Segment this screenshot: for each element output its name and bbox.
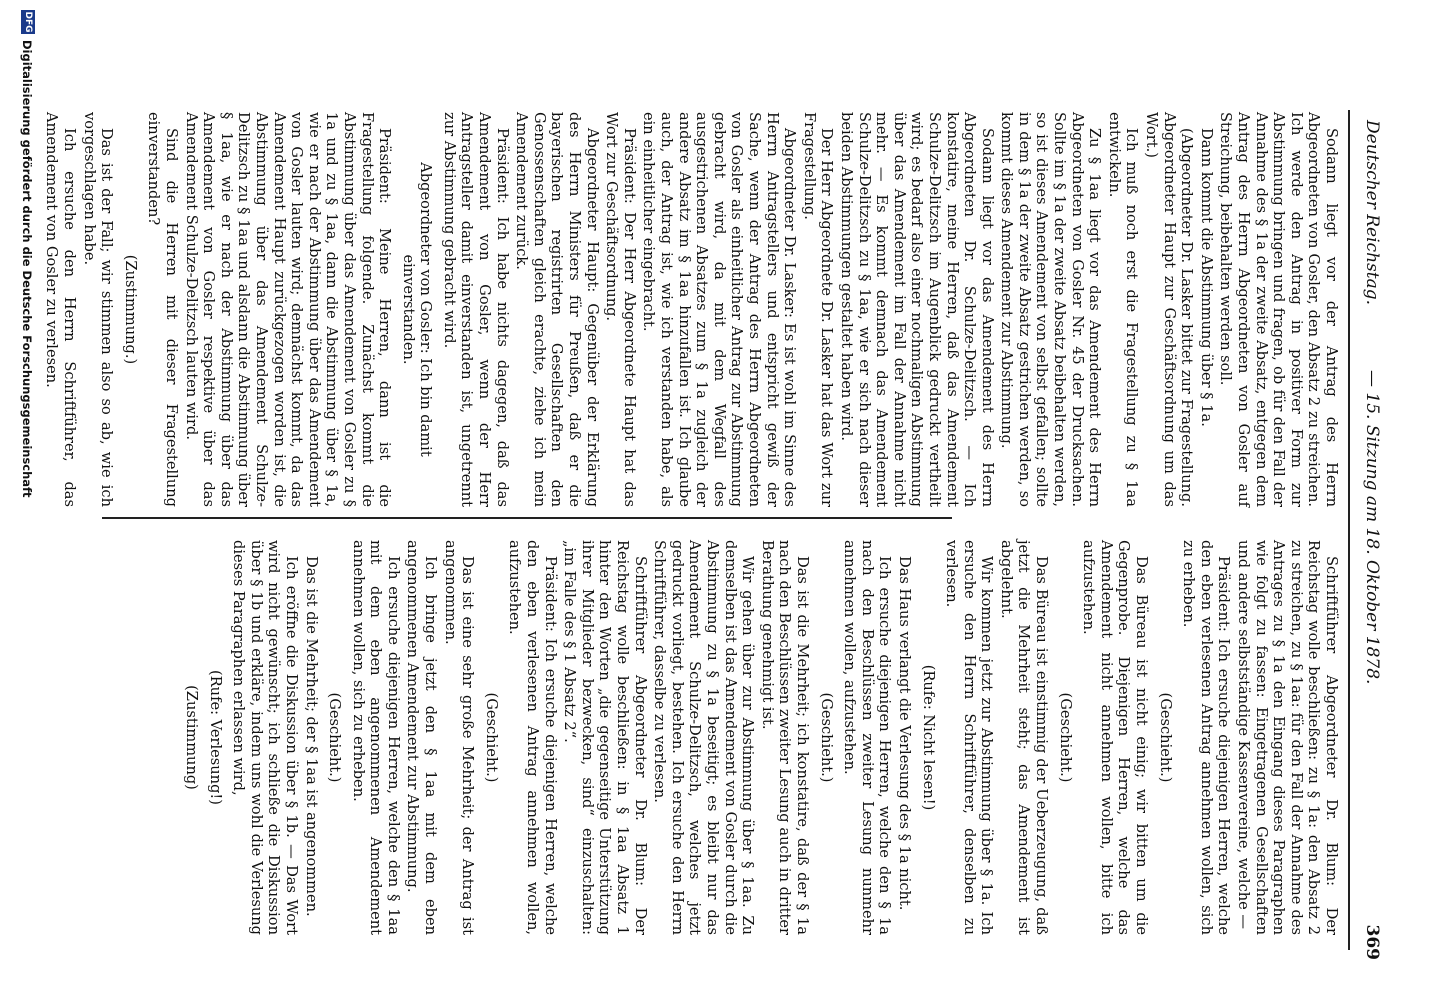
dfg-logo: DFG: [23, 11, 33, 33]
paragraph: Sodann liegt vor der Antrag des Herrn Abgeordneten von Gosler, den Absatz 2 zu streichen. Ich werde den Antrag in positiver Form zur Abstimmung bringen und fragen, ob für den Fall der Annahme des § 1a der zweite Absatz, entgegen dem Antrag des Herrn Abgeordneten von Gosler auf Streichung, beibehalten werden soll.: [1217, 112, 1340, 507]
paragraph: Ich ersuche den Herrn Schriftführer, das Amendement von Gosler zu verlesen.: [43, 112, 79, 507]
paragraph: Zu § 1aa liegt vor das Amendement des Herrn Abgeordneten von Gosler Nr. 45 der Drucksachen. Sollte im § 1a der zweite Absatz beibehalten werden, so ist dieses Amendement von selbst gefallen; sollte in dem § 1a der zweite Absatz gestrichen werden, so kommt dieses Amendement zur Abstimmung.: [998, 112, 1104, 507]
paragraph: Das ist der Fall; wir stimmen also so ab, wie ich vorgeschlagen habe.: [80, 112, 116, 507]
paragraph: Das ist die Mehrheit; der § 1aa ist angenommen.: [302, 556, 320, 917]
column-divider: [102, 517, 952, 519]
paragraph: Das Haus verlangt die Verlesung des § 1a nicht.: [895, 556, 913, 911]
digitization-credit: Digitalisierung gefördert durch die Deutsche Forschungsgemeinschaft: [20, 40, 34, 498]
page-number: 369: [1362, 924, 1382, 960]
paragraph: Präsident: Ich ersuche diejenigen Herren, welche den eben verlesenen Antrag annehmen wollen, aufzustehen.: [506, 540, 559, 935]
paragraph: Der Herr Abgeordnete Dr. Lasker hat das Wort zur Fragestellung.: [800, 112, 836, 507]
paragraph: Dann kommt die Abstimmung über § 1a.: [1197, 128, 1215, 427]
paragraph: Schriftführer Abgeordneter Dr. Blum: Der Reichstag wolle beschließen: zu § 1a: den Absatz 2 zu streichen, zu § 1aa: für den Fall der Annahme des Antrages zu § 1a den Eingang dieses Paragraphen wie folgt zu fassen: Eingetragenen Gesellschaften und andere selbstständige Kassenvereine, welche —: [1235, 540, 1340, 935]
centered-remark: (Zustimmung.): [121, 254, 139, 365]
centered-remark: (Zustimmung): [182, 685, 200, 790]
paragraph: Das Büreau ist nicht einig; wir bitten um die Gegenprobe. Diejenigen Herren, welche das Amendement nicht annehmen wollen, bitte ich aufzustehen.: [1080, 540, 1151, 935]
paragraph: Ich ersuche diejenigen Herren, welche den § 1a nach den Beschlüssen zweiter Lesung nunmehr annehmen wollen, aufzustehen.: [841, 540, 894, 935]
paragraph: Wir gehen über zur Abstimmung über § 1aa. Zu demselben ist das Amendement von Gosler durch die Abstimmung zu § 1a beseitigt; es bleibt nur das Amendement Schulze-Delitzsch, welches jetzt gedruckt vorliegt, bestehen. Ich ersuche den Herrn Schriftführer, dasselbe zu verlesen.: [651, 540, 757, 935]
paragraph: Ich muß noch erst die Fragestellung zu § 1aa entwickeln.: [1105, 112, 1141, 507]
centered-remark: (Geschieht.): [1156, 692, 1174, 783]
paragraph: Wir kommen jetzt zur Abstimmung über § 1a. Ich ersuche den Herrn Schriftführer, denselben zu verlesen.: [943, 540, 996, 935]
centered-remark: Abgeordneter von Gosler: Ich bin damit einverstanden.: [399, 162, 435, 457]
paragraph: (Abgeordneter Dr. Lasker bittet zur Fragestellung. Abgeordneter Haupt zur Geschäftsordnung um das Wort.): [1143, 112, 1196, 507]
paragraph: Präsident: Ich ersuche diejenigen Herren, welche den eben verlesenen Antrag annehmen wollen, sich zu erheben.: [1180, 540, 1233, 935]
centered-remark: (Geschieht.): [817, 692, 835, 783]
paragraph: Das ist die Mehrheit; ich konstatire, daß der § 1a nach den Beschlüssen zweiter Lesung auch in dritter Berathung genehmigt ist.: [758, 540, 811, 935]
centered-remark: (Geschieht.): [1056, 692, 1074, 783]
paragraph: Präsident: Der Herr Abgeordnete Haupt hat das Wort zur Geschäftsordnung.: [603, 112, 638, 507]
centered-remark: (Geschieht.): [326, 692, 344, 783]
paragraph: Sind die Herren mit dieser Fragestellung einverstanden?: [145, 112, 180, 507]
paragraph: Abgeordneter Haupt: Gegenüber der Erklärung des Herrn Ministers für Preußen, daß er die bayerischen registrirten Gesellschaften den Genossenschaften gleich erachte, ziehe ich mein Amendement zurück.: [513, 112, 601, 507]
header-title: Deutscher Reichstag.: [1362, 120, 1382, 305]
left-text-column: [41, 112, 1340, 507]
paragraph: Abgeordneter Dr. Lasker: Es ist wohl im Sinne des Herrn Antragstellers und entspricht gewiß der Sache, wenn der Antrag des Herrn Abgeordneten von Gosler als einheitlicher Antrag zur Abstimmung gebracht wird, da mit dem Wegfall des ausgestrichenen Absatzes zum § 1a zugleich der andere Absatz im § 1aa hinzufallen ist. Ich glaube auch, der Antrag ist, wie ich verstanden habe, als ein einheitlicher eingebracht.: [640, 112, 799, 507]
right-text-column: [176, 540, 1340, 935]
paragraph: Präsident: Meine Herren, dann ist die Fragestellung folgende. Zunächst kommt die Abstimmung über das Amendement von Gosler zu § 1a und zu § 1aa, dann die Abstimmung über § 1a, wie er nach der Abstimmung über das Amendement von Gosler lauten wird; demnächst kommt, da das Amendement Haupt zurückgezogen worden ist, die Abstimmung über das Amendement Schulze-Delitzsch zu § 1aa und alsdann die Abstimmung über § 1aa, wie er nach der Abstimmung über das Amendement von Gosler respektive über das Amendement Schulze-Delitzsch lauten wird.: [182, 112, 394, 507]
centered-remark: (Rufe: Verlesung!): [206, 670, 224, 805]
header-session: — 15. Sitzung am 18. Oktober 1878.: [1362, 370, 1382, 685]
paragraph: Ich ersuche diejenigen Herren, welche den § 1aa mit dem eben angenommenen Amendement annehmen wollen, sich zu erheben.: [349, 540, 402, 935]
paragraph: Sodann liegt vor das Amendement des Herrn Abgeordneten Dr. Schulze-Delitzsch. — Ich konstatire, meine Herren, daß das Amendement Schulze-Delitzsch im Augenblick gedruckt vertheilt wird; es bedarf also einer nochmaligen Abstimmung über das Amendement im Fall der Annahme nicht mehr. — Es kommt demnach das Amendement Schulze-Delitzsch zu § 1aa, wie er sich nach dieser beiden Abstimmungen gestaltet haben wird.: [837, 112, 996, 507]
paragraph: Das Büreau ist einstimmig der Ueberzeugung, daß jetzt die Mehrheit steht; das Amendement ist abgelehnt.: [997, 540, 1051, 935]
page-header: [1346, 120, 1382, 960]
paragraph: Präsident: Ich habe nichts dagegen, daß das Amendement von Gosler, wenn der Herr Antragsteller damit einverstanden ist, ungetrennt zur Abstimmung gebracht wird.: [440, 112, 511, 507]
paragraph: Ich bringe jetzt den § 1aa mit dem eben angenommenen Amendement zur Abstimmung.: [404, 540, 440, 935]
paragraph: Ich eröffne die Diskussion über § 1b. — Das Wort wird nicht gewünscht; ich schließe die Diskussion über § 1b und erkläre, indem uns wohl die Verlesung dieses Paragraphen erlassen wird,: [230, 540, 300, 935]
paragraph: Das ist eine sehr große Mehrheit; der Antrag ist angenommen.: [441, 540, 477, 935]
centered-remark: (Rufe: Nicht lesen!): [919, 664, 937, 811]
paragraph: Schriftführer Abgeordneter Dr. Blum: Der Reichstag wolle beschließen: in § 1aa Absatz 1 hinter den Worten „die gegenseitige Unterstützung ihrer Mitglieder bezwecken, sind“ einzuschalten: „im Falle des § 1 Absatz 2“.: [561, 540, 649, 935]
header-rule: [1348, 110, 1350, 950]
centered-remark: (Geschieht.): [482, 692, 500, 783]
